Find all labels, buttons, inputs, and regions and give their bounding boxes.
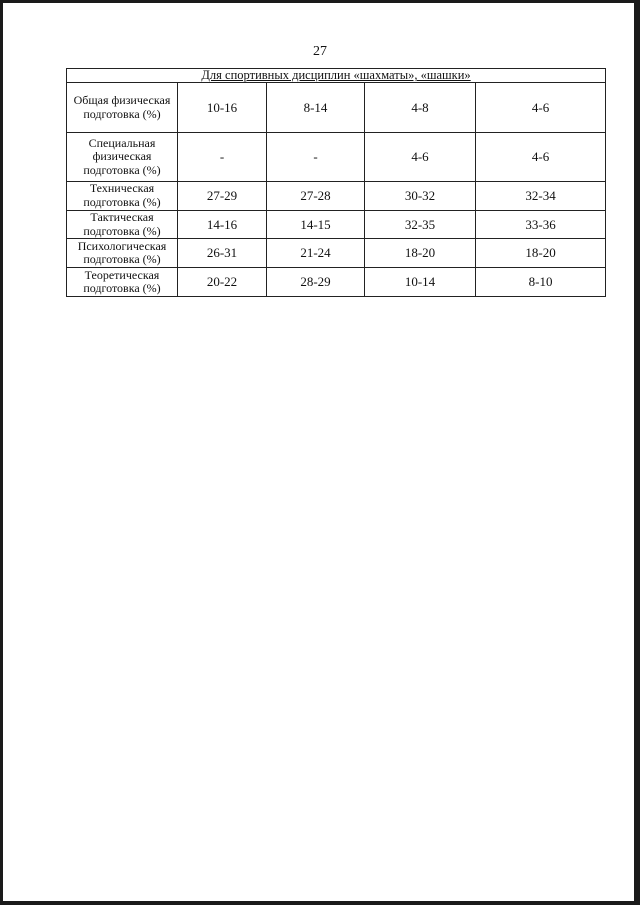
table-caption-text: Для спортивных дисциплин «шахматы», «шашки»: [201, 68, 471, 83]
table-cell: 28-29: [267, 268, 365, 297]
table-cell: 8-10: [476, 268, 606, 297]
table-cell: 21-24: [267, 239, 365, 268]
row-label: Специальная физическая подготовка (%): [67, 132, 178, 181]
table-cell: 4-6: [365, 132, 476, 181]
table-row: [67, 268, 606, 297]
table-cell: 20-22: [178, 268, 267, 297]
row-label: Техническая подготовка (%): [67, 181, 178, 210]
table-cell: 8-14: [267, 83, 365, 132]
table-cell: 10-16: [178, 83, 267, 132]
row-label: Психологическая подготовка (%): [67, 239, 178, 268]
table-caption-row: [67, 69, 606, 83]
table-cell: 33-36: [476, 210, 606, 239]
table-cell: 18-20: [365, 239, 476, 268]
table-cell: 4-6: [476, 83, 606, 132]
table-cell: 14-16: [178, 210, 267, 239]
table-cell: 10-14: [365, 268, 476, 297]
table-cell: 32-35: [365, 210, 476, 239]
table-cell: 30-32: [365, 181, 476, 210]
table-row: [67, 83, 606, 132]
table-cell: 26-31: [178, 239, 267, 268]
table-caption: [67, 69, 606, 83]
table-cell: 32-34: [476, 181, 606, 210]
table-cell: 4-6: [476, 132, 606, 181]
table-cell: 4-8: [365, 83, 476, 132]
row-label: Теоретическая подготовка (%): [67, 268, 178, 297]
table-cell: -: [178, 132, 267, 181]
row-label: Тактическая подготовка (%): [67, 210, 178, 239]
table-row: [67, 210, 606, 239]
page-number: 27: [313, 44, 327, 59]
table-row: [67, 132, 606, 181]
row-label: Общая физическая подготовка (%): [67, 83, 178, 132]
table-row: [67, 239, 606, 268]
table-cell: 14-15: [267, 210, 365, 239]
table-cell: 27-28: [267, 181, 365, 210]
table-cell: 18-20: [476, 239, 606, 268]
table-row: [67, 181, 606, 210]
training-structure-table: [66, 68, 606, 297]
table-cell: 27-29: [178, 181, 267, 210]
table-cell: -: [267, 132, 365, 181]
